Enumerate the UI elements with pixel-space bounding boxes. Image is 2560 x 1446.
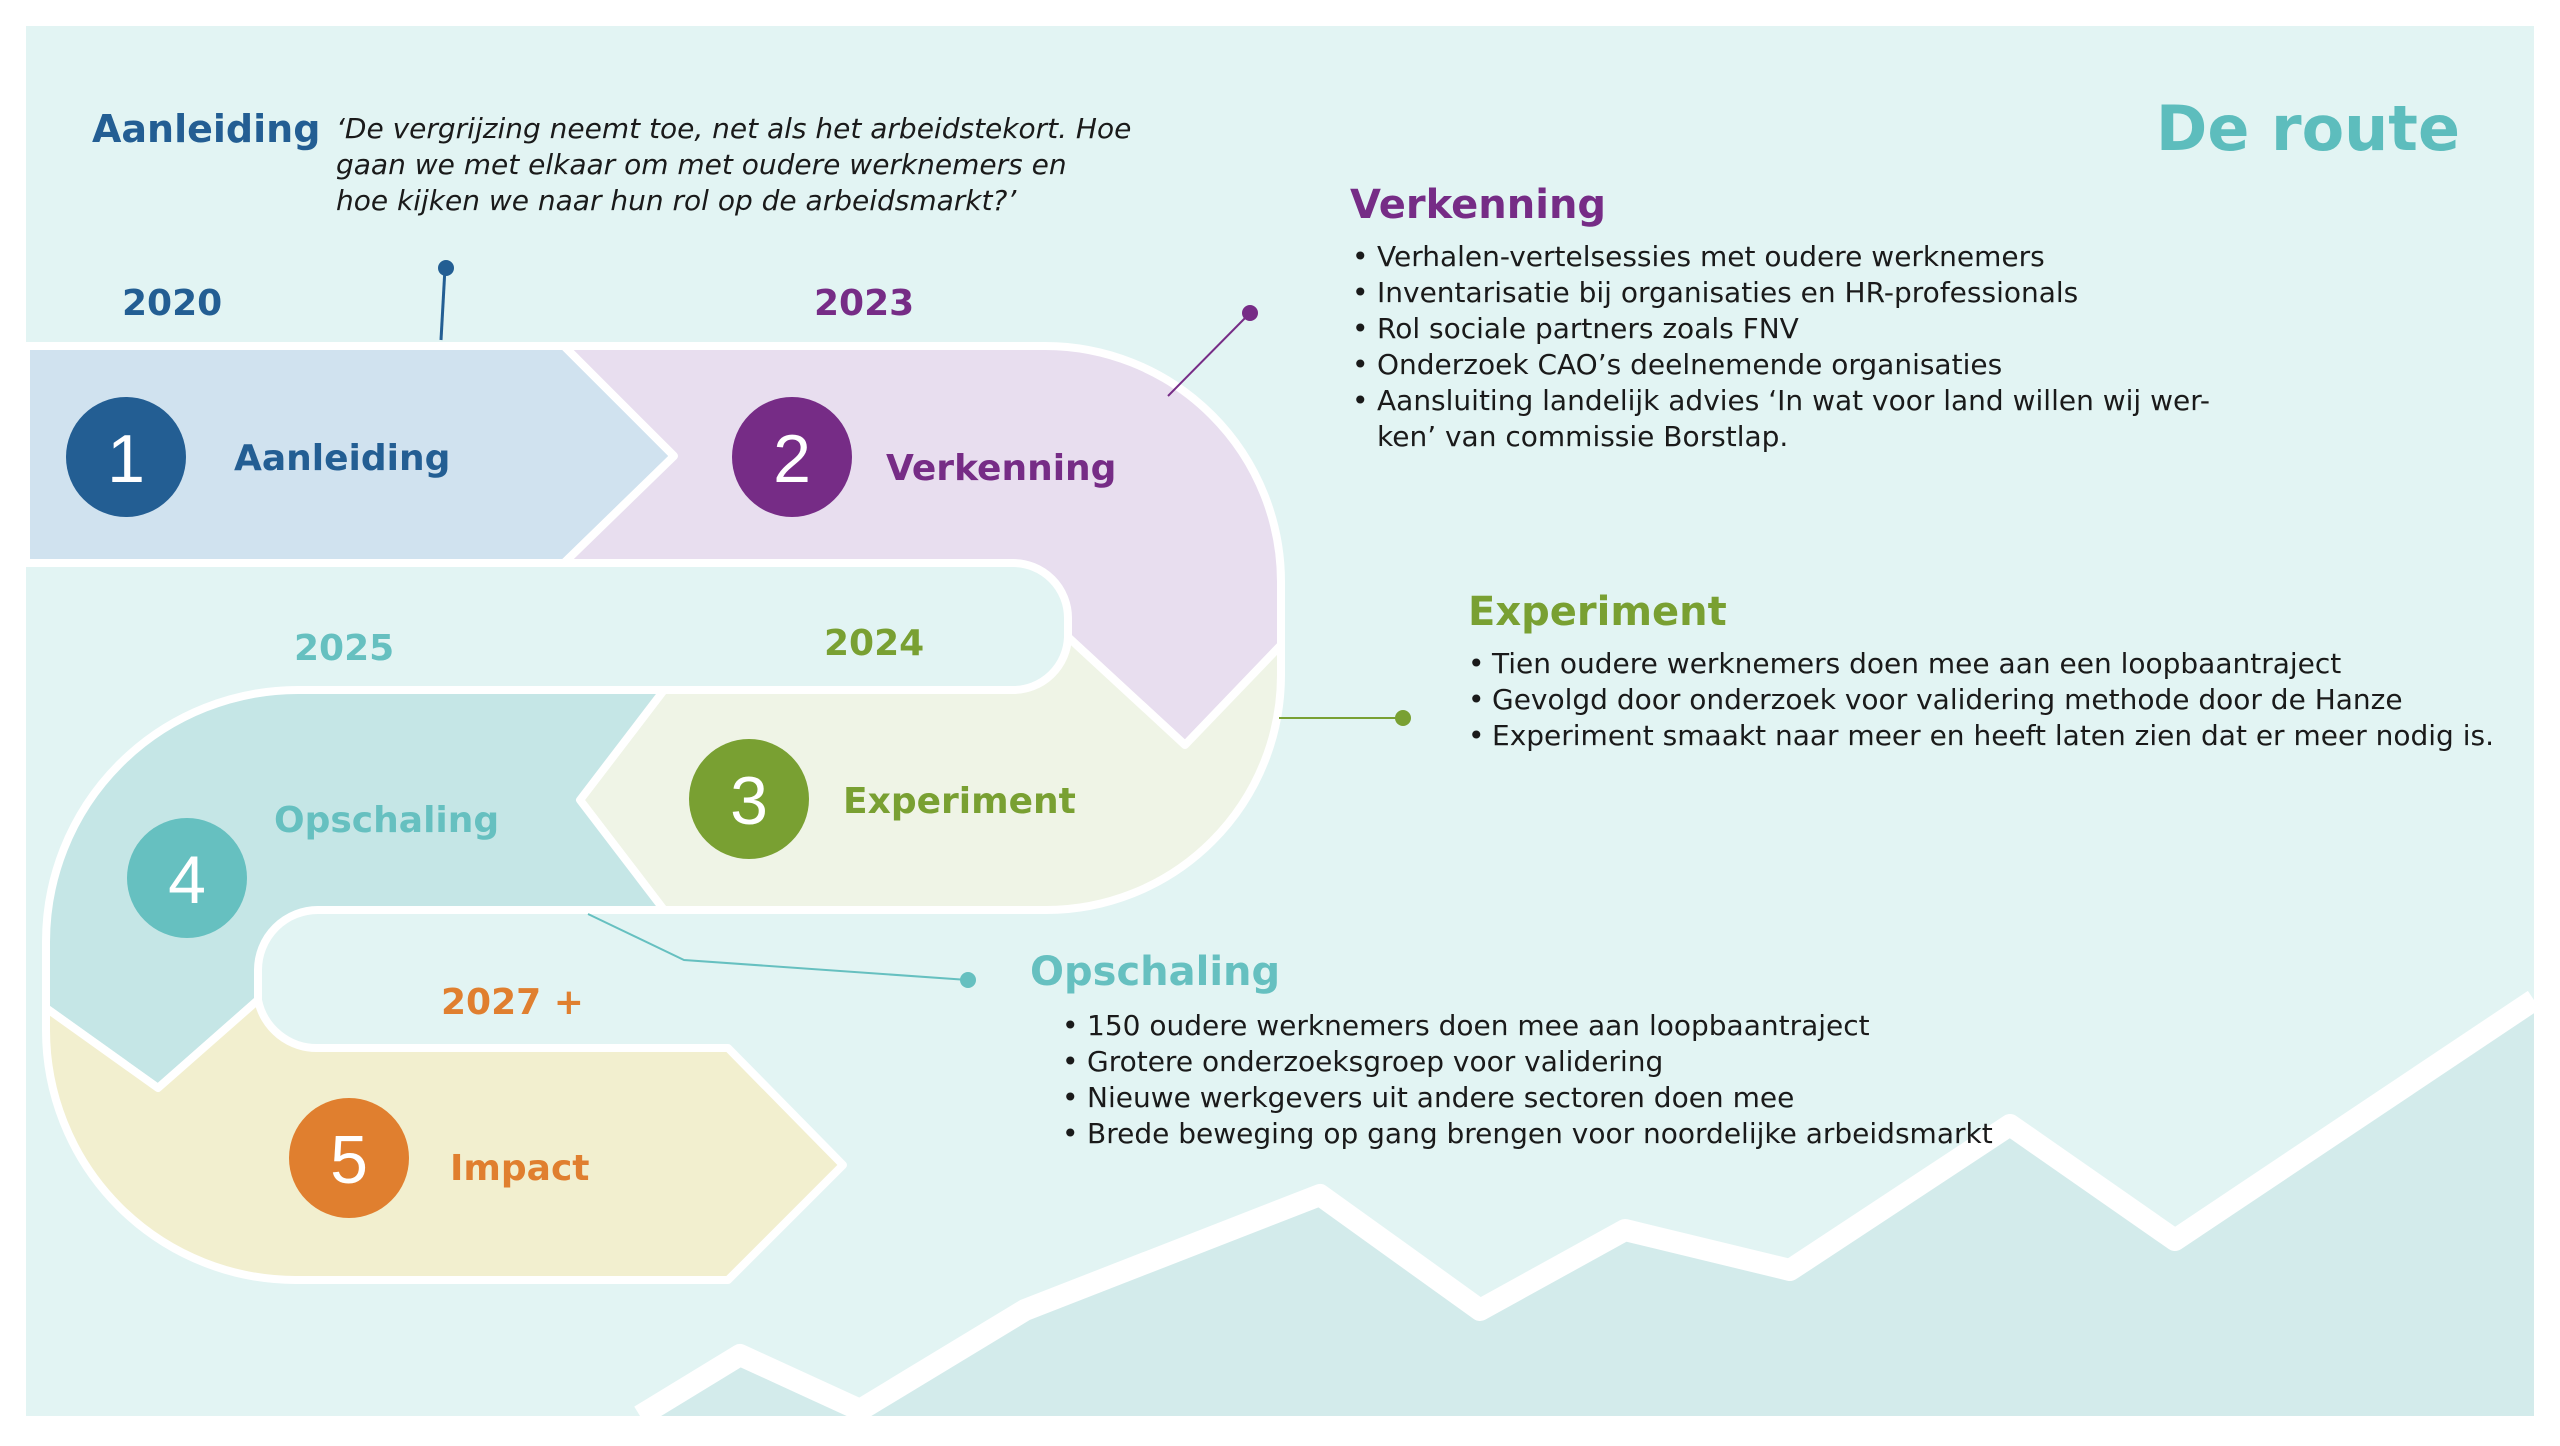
step-1-number: 1 [107,421,145,497]
experiment-bullet-marker: • [1468,683,1485,716]
connector-dot-verkenning [1242,305,1258,321]
step-3-number: 3 [730,763,768,839]
verkenning-bullet: Rol sociale partners zoals FNV [1377,312,1799,345]
verkenning-bullet: Verhalen-vertelsessies met oudere werknemers [1377,240,2045,273]
intro-quote-line: gaan we met elkaar om met oudere werknemers en [336,148,1067,181]
experiment-bullet: Gevolgd door onderzoek voor validering methode door de Hanze [1492,683,2403,716]
opschaling-bullet: Brede beweging op gang brengen voor noordelijke arbeidsmarkt [1087,1117,1993,1150]
intro-quote-line: hoe kijken we naar hun rol op de arbeidsmarkt?’ [336,184,1017,217]
experiment-heading: Experiment [1468,589,1727,635]
connector-dot-aanleiding [438,260,454,276]
experiment-bullet-marker: • [1468,647,1485,680]
connector-dot-experiment [1395,710,1411,726]
opschaling-bullet: Nieuwe werkgevers uit andere sectoren doen mee [1087,1081,1795,1114]
verkenning-bullet-marker: • [1352,312,1369,345]
verkenning-bullet-marker: • [1352,276,1369,309]
year-label-4: 2025 [294,628,395,669]
step-4-label: Opschaling [274,800,500,841]
connector-dot-opschaling [960,972,976,988]
step-5-number: 5 [330,1122,368,1198]
page-title: De route [2155,92,2460,165]
opschaling-bullet-marker: • [1062,1009,1079,1042]
year-label-5: 2027 + [441,982,584,1023]
verkenning-bullet-marker: • [1352,240,1369,273]
verkenning-bullet: Inventarisatie bij organisaties en HR-professionals [1377,276,2079,309]
step-2-number: 2 [773,421,811,497]
intro-heading: Aanleiding [92,107,321,151]
verkenning-bullet-marker: • [1352,384,1369,417]
experiment-bullet: Experiment smaakt naar meer en heeft laten zien dat er meer nodig is. [1492,719,2494,752]
verkenning-heading: Verkenning [1350,182,1607,228]
intro-quote-line: ‘De vergrijzing neemt toe, net als het arbeidstekort. Hoe [336,112,1132,145]
year-label-3: 2024 [824,623,925,664]
opschaling-bullet-marker: • [1062,1117,1079,1150]
experiment-bullet-marker: • [1468,719,1485,752]
verkenning-bullet-continued: ken’ van commissie Borstlap. [1377,420,1789,453]
step-3-label: Experiment [843,781,1076,822]
verkenning-bullet-marker: • [1352,348,1369,381]
opschaling-bullet: 150 oudere werknemers doen mee aan loopbaantraject [1087,1009,1870,1042]
opschaling-bullet: Grotere onderzoeksgroep voor validering [1087,1045,1664,1078]
verkenning-bullet: Aansluiting landelijk advies ‘In wat voor land willen wij wer- [1377,384,2211,417]
step-2-label: Verkenning [886,448,1117,489]
opschaling-bullet-marker: • [1062,1081,1079,1114]
year-label-2: 2023 [814,283,915,324]
year-label-1: 2020 [122,283,223,324]
opschaling-heading: Opschaling [1030,949,1281,995]
verkenning-bullet: Onderzoek CAO’s deelnemende organisaties [1377,348,2003,381]
step-1-label: Aanleiding [234,438,451,479]
opschaling-bullet-marker: • [1062,1045,1079,1078]
step-5-label: Impact [450,1148,590,1189]
experiment-bullet: Tien oudere werknemers doen mee aan een loopbaantraject [1492,647,2342,680]
step-4-number: 4 [168,842,206,918]
